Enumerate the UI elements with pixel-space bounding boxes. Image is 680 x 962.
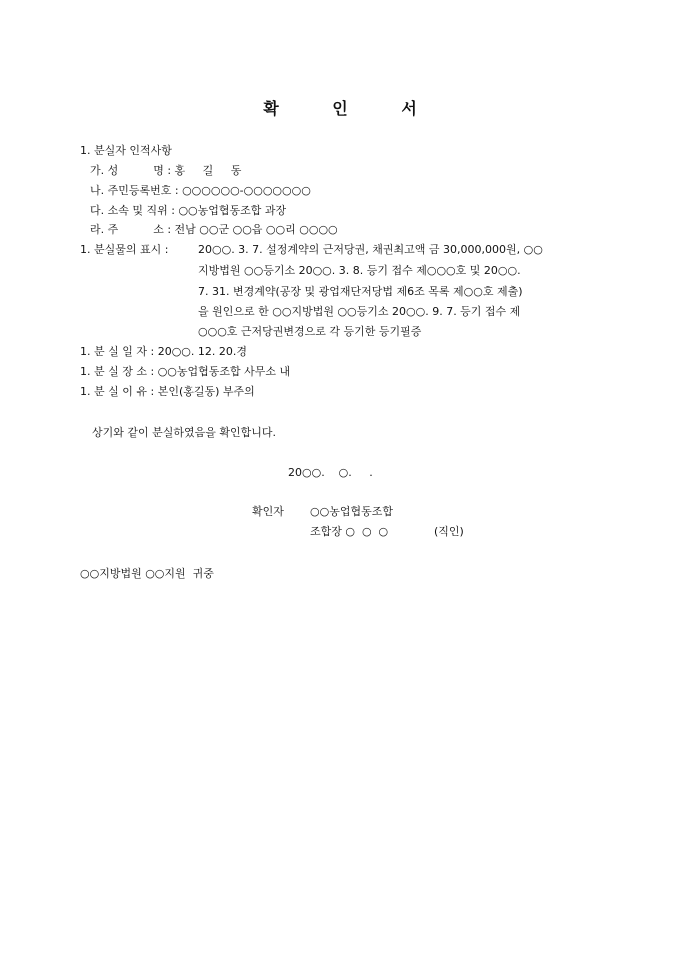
- name-value: 홍 길 동: [174, 164, 242, 177]
- lost-item-line-1: 20○○. 3. 7. 설정계약의 근저당권, 채권최고액 금 30,000,000원, ○○: [198, 243, 543, 256]
- confirmer-organization: ○○농업협동조합: [310, 505, 393, 518]
- loss-reason-value: 본인(홍길동) 부주의: [157, 385, 255, 398]
- loss-date-label: 1. 분 실 일 자 :: [80, 345, 155, 358]
- loss-place-label: 1. 분 실 장 소 :: [80, 365, 155, 378]
- lost-item-line-4: 을 원인으로 한 ○○지방법원 ○○등기소 20○○. 9. 7. 등기 접수 제: [198, 305, 521, 318]
- lost-item-label: 1. 분실물의 표시 :: [80, 243, 169, 256]
- title-char-2: 인: [332, 99, 348, 118]
- id-value: ○○○○○○-○○○○○○○: [182, 184, 311, 197]
- affiliation-value: ○○농업협동조합 과장: [178, 204, 287, 217]
- addressee: ○○지방법원 ○○지원 귀중: [80, 567, 214, 580]
- loss-date-row: [80, 345, 247, 359]
- title-char-3: 서: [401, 99, 417, 118]
- loss-place-value: ○○농업협동조합 사무소 내: [157, 365, 291, 378]
- affiliation-label: 다. 소속 및 직위 :: [90, 204, 175, 217]
- official-seal-note: (직인): [434, 525, 464, 538]
- lost-item-line-3: 7. 31. 변경계약(공장 및 광업재단저당법 제6조 목록 제○○호 제출): [198, 285, 523, 298]
- loss-place-row: [80, 365, 290, 379]
- loss-date-value: 20○○. 12. 20.경: [157, 345, 247, 358]
- address-label: 라. 주 소 :: [90, 223, 172, 236]
- loss-reason-row: [80, 385, 255, 399]
- confirmation-statement: 상기와 같이 분실하였음을 확인합니다.: [92, 426, 277, 439]
- name-label: 가. 성 명 :: [90, 164, 172, 177]
- loss-reason-label: 1. 분 실 이 유 :: [80, 385, 155, 398]
- id-label: 나. 주민등록번호 :: [90, 184, 179, 197]
- title-char-1: 확: [263, 99, 279, 118]
- lost-item-line-5: ○○○호 근저당권변경으로 각 등기한 등기필증: [198, 325, 422, 338]
- document-title: [0, 96, 680, 119]
- address-value: 전남 ○○군 ○○읍 ○○리 ○○○○: [174, 223, 338, 236]
- confirmer-label: 확인자: [252, 505, 284, 518]
- document-date: 20○○. ○. .: [288, 466, 373, 479]
- name-row: [90, 164, 241, 178]
- id-row: [90, 184, 311, 198]
- confirmer-title: 조합장 ○ ○ ○: [310, 525, 389, 538]
- section1-heading: 1. 분실자 인적사항: [80, 144, 172, 157]
- address-row: [90, 223, 338, 237]
- lost-item-line-2: 지방법원 ○○등기소 20○○. 3. 8. 등기 접수 제○○○호 및 20○○.: [198, 264, 521, 277]
- affiliation-row: [90, 204, 286, 218]
